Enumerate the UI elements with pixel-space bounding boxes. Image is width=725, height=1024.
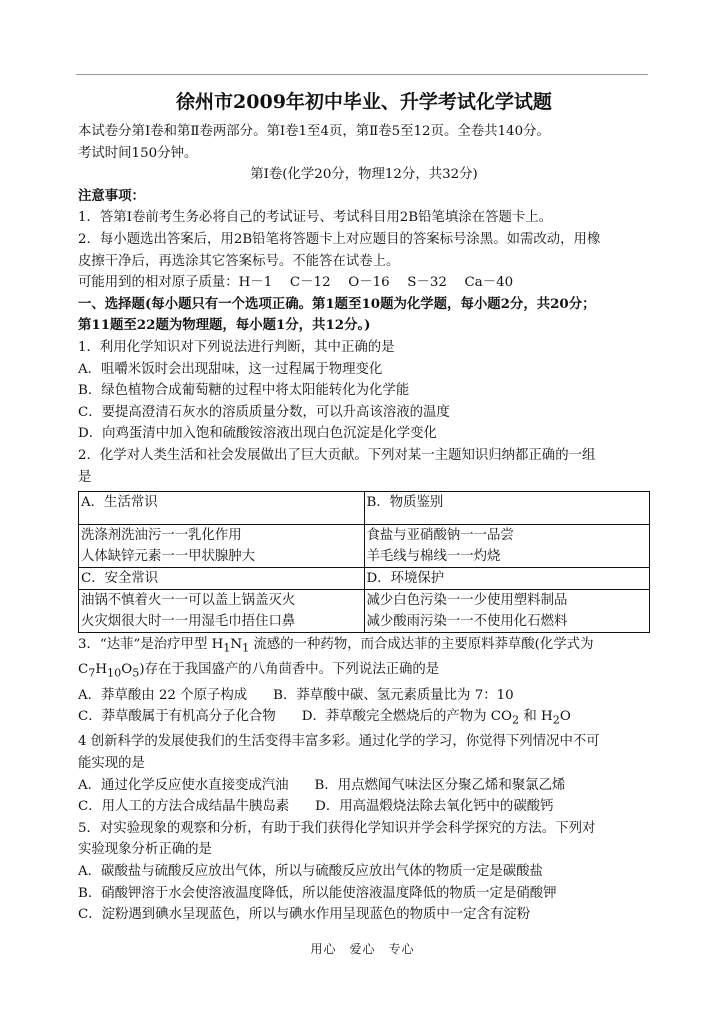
q1-option-c: C．要提高澄清石灰水的溶质质量分数，可以升高该溶液的温度 [78,404,450,420]
q4-stem-line-2: 能实现的是 [78,756,145,772]
q3-option-d-part: D．莽草酸完全燃烧后的产物为 CO [301,709,513,725]
q2-stem-line-1: 2．化学对人类生活和社会发展做出了巨大贡献。下列对某一主题知识归纳都正确的一组 [78,447,596,463]
q2-cell-a-head: A．生活常识 [79,492,365,525]
q5-option-b: B．硝酸钾溶于水会使溶液温度降低，所以能使溶液温度降低的物质一定是硝酸钾 [78,885,557,901]
q3-stem-part: )存在于我国盛产的八角茴香中。下列说法正确的是 [139,662,440,678]
q3-formula-part: H [95,662,108,678]
q5-option-c: C．淀粉遇到碘水呈现蓝色，所以与碘水作用呈现蓝色的物质中一定含有淀粉 [78,907,531,923]
q3-option-a: A．莽草酸由 22 个原子构成 [78,687,248,703]
q2-cell-b-head: B．物质鉴别 [364,492,650,525]
page-title: 徐州市2009年初中毕业、升学考试化学试题 [176,91,552,113]
q2-options-table [78,491,650,633]
note-1: 1．答第Ⅰ卷前考生务必将自己的考试证号、考试科目用2B铅笔填涂在答题卡上。 [78,210,553,226]
q3-subscript: 1 [223,641,231,655]
q3-subscript: 7 [88,667,96,681]
intro-line-1: 本试卷分第Ⅰ卷和第Ⅱ卷两部分。第Ⅰ卷1至4页，第Ⅱ卷5至12页。全卷共140分。 [78,124,550,139]
q4-options-row-1 [78,775,650,797]
q2-cell-c-body [79,590,365,633]
q3-stem-part: N [230,637,243,653]
q2-d-item-1: 减少白色污染一一少使用塑料制品 [366,593,568,609]
q2-a-item-2: 人体缺锌元素一一甲状腺肿大 [81,549,256,565]
q1-option-d: D．向鸡蛋清中加入饱和硫酸铵溶液出现白色沉淀是化学变化 [78,426,437,442]
q3-subscript: 10 [107,667,122,681]
atomic-masses: 可能用到的相对原子质量：H－1 C－12 O－16 S－32 Ca－40 [78,275,514,291]
part1-title: 第Ⅰ卷(化学20分，物理12分，共32分) [250,167,478,183]
q4-stem-line-1: 4 创新科学的发展使我们的生活变得丰富多彩。通过化学的学习，你觉得下列情况中不可 [78,734,600,750]
q2-cell-c-head: C．安全常识 [79,568,365,590]
q3-stem-line-2 [78,659,650,684]
q4-option-c: C．用人工的方法合成结晶牛胰岛素 [78,799,290,815]
section1-heading-line-2: 第11题至22题为物理题，每小题1分，共12分。) [78,317,371,334]
q3-formula-part: O [121,662,133,678]
q4-option-a: A．通过化学反应使水直接变成汽油 [78,777,289,793]
q3-subscript: 2 [552,713,560,727]
q3-options-row-1 [78,685,650,707]
q2-cell-d-body [364,590,650,633]
q3-subscript: 2 [512,713,520,727]
q5-stem-line-1: 5．对实验现象的观察和分析，有助于我们获得化学知识并学会科学探究的方法。下列对 [78,820,596,836]
q1-option-a: A．咀嚼米饭时会出现甜味，这一过程属于物理变化 [78,361,383,377]
q2-b-item-2: 羊毛线与棉线一一灼烧 [366,549,501,565]
q3-option-c: C．莽草酸属于有机高分子化合物 [78,709,276,725]
q3-stem-line-1 [78,634,650,659]
q2-a-item-1: 洗涤剂洗油污一一乳化作用 [81,528,242,544]
q2-c-item-2: 火灾烟很大时一一用湿毛巾捂住口鼻 [81,614,296,630]
note-2-line-2: 皮擦干净后，再选涂其它答案标号。不能答在试卷上。 [78,253,400,269]
q3-stem-part: 3．“达菲”是治疗甲型 H [78,637,224,653]
exam-page [78,84,650,926]
q2-b-item-1: 食盐与亚硝酸钠一一品尝 [366,528,514,544]
q2-cell-d-head: D．环境保护 [364,568,650,590]
page-footer: 用心 爱心 专心 [310,942,415,956]
q1-stem: 1．利用化学知识对下列说法进行判断，其中正确的是 [78,339,395,355]
q3-option-d-part: 和 H [519,709,553,725]
section1-heading-line-1: 一、选择题(每小题只有一个选项正确。第1题至10题为化学题，每小题2分，共20分； [78,295,596,312]
note-2-line-1: 2．每小题选出答案后，用2B铅笔将答题卡上对应题目的答案标号涂黑。如需改动，用橡 [78,231,601,247]
q3-options-row-2 [78,706,650,731]
q1-option-b: B．绿色植物合成葡萄糖的过程中将太阳能转化为化学能 [78,383,410,399]
q3-option-d [302,706,571,731]
q5-stem-line-2: 实验现象分析正确的是 [78,842,212,858]
intro-line-2: 考试时间150分钟。 [78,145,198,161]
q4-option-d: D．用高温煅烧法除去氧化钙中的碳酸钙 [315,799,554,815]
q5-option-a: A．碳酸盐与硫酸反应放出气体，所以与硫酸反应放出气体的物质一定是碳酸盐 [78,864,543,880]
q3-option-d-part: O [559,709,571,725]
q2-cell-b-body [364,525,650,568]
q4-options-row-2 [78,796,650,818]
q4-option-b: B．用点燃闻气味法区分聚乙烯和聚氯乙烯 [314,777,566,793]
q2-c-item-1: 油锅不慎着火一一可以盖上锅盖灭火 [81,593,296,609]
q3-stem-part: 流感的一种药物，而合成达菲的主要原料莽草酸(化学式为 [249,637,594,653]
q3-subscript: 1 [242,641,250,655]
notes-heading: 注意事项： [78,187,145,204]
q2-stem-line-2: 是 [78,469,92,485]
q3-subscript: 5 [132,667,140,681]
q3-formula-part: C [78,662,89,678]
q3-option-b: B．莽草酸中碳、氢元素质量比为 7：10 [273,687,514,703]
q2-cell-a-body [79,525,365,568]
q2-d-item-2: 减少酸雨污染一一不使用化石燃料 [366,614,568,630]
header-rule [76,74,648,75]
